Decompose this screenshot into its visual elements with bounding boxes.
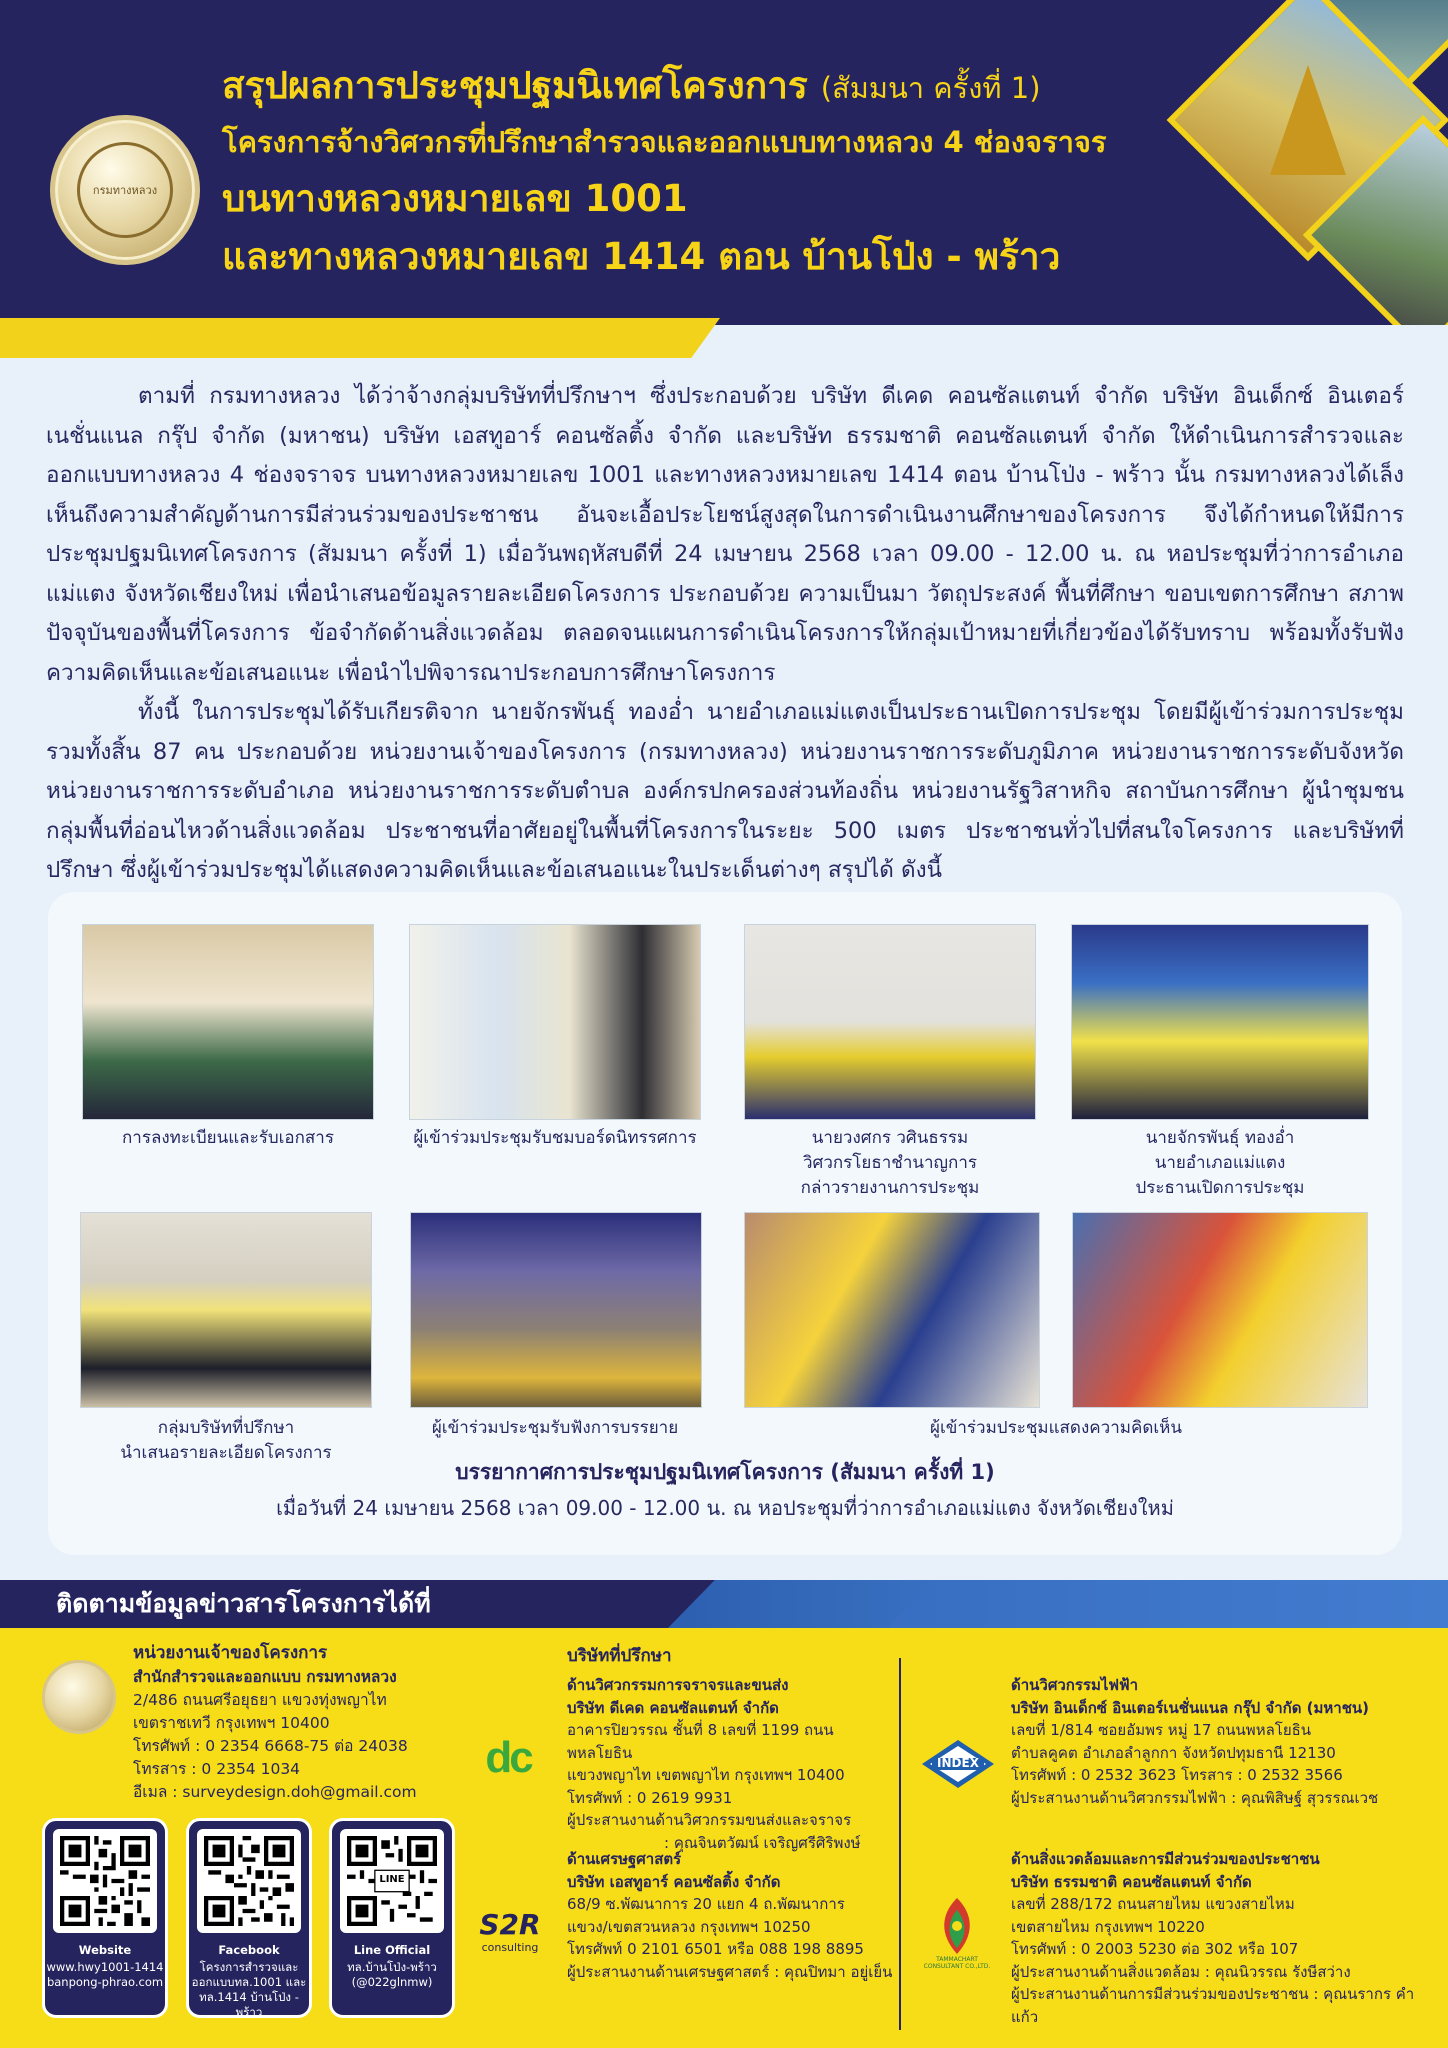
index-logo-text: INDEX (937, 1756, 979, 1770)
caption-report-title: วิศวกรโยธาชำนาญการ (802, 1153, 978, 1173)
electrical-coordinator: ผู้ประสานงานด้านวิศวกรรมไฟฟ้า : คุณพิสิษฐ์ สุวรรณเวช (1011, 1788, 1379, 1807)
line-account[interactable] (332, 1960, 452, 1990)
title-main: สรุปผลการประชุมปฐมนิเทศโครงการ (222, 64, 808, 107)
caption-audience: ผู้เข้าร่วมประชุมรับฟังการบรรยาย (431, 1418, 679, 1438)
caption-report-name: นายวงศกร วศินธรรม (811, 1128, 969, 1148)
report-speech-photo (744, 924, 1036, 1120)
economics-field: ด้านเศรษฐศาสตร์ (567, 1850, 682, 1868)
consultant-panel-photo (80, 1212, 372, 1408)
line-account-name: ทล.บ้านโป่ง-พร้าว (347, 1960, 437, 1974)
environment-address-1: เลขที่ 288/172 ถนนสายไหม แขวงสายไหม (1011, 1895, 1295, 1913)
summary-paragraph-1: ตามที่ กรมทางหลวง ได้ว่าจ้างกลุ่มบริษัทที่ปรึกษาฯ ซึ่งประกอบด้วย บริษัท ดีเคด คอนซัลแตนท์ จำกัด บริษัท อินเด็กซ์ อินเตอร์เนชั่นแนล กรุ๊ป จำกัด (มหาชน) บริษัท เอสทูอาร์ คอนซัลติ้ง จำกัด และบริษัท ธรรมชาติ คอนซัลแตนท์ จำกัด ให้ดำเนินการสำรวจและออกแบบทางหลวง 4 ช่องจราจร บนทางหลวงหมายเลข 1001 และทางหลวงหมายเลข 1414 ตอน บ้านโป่ง - พร้าว นั้น กรมทางหลวงได้เล็งเห็นถึงความสำคัญด้านการมีส่วนร่วมของประชาชน อันจะเอื้อประโยชน์สูงสุดในการดำเนินงานศึกษาของโครงการ จึงได้กำหนดให้มีการประชุมปฐมนิเทศโครงการ (สัมมนา ครั้งที่ 1) เมื่อวันพฤหัสบดีที่ 24 เมษายน 2568 เวลา 09.00 - 12.00 น. ณ หอประชุมที่ว่าการอำเภอแม่แตง จังหวัดเชียงใหม่ เพื่อนำเสนอข้อมูลรายละเอียดโครงการ ประกอบด้วย ความเป็นมา วัตถุประสงค์ พื้นที่ศึกษา ขอบเขตการศึกษา สภาพปัจจุบันของพื้นที่โครงการ ข้อจำกัดด้านสิ่งแวดล้อม ตลอดจนแผนการดำเนินโครงการให้กลุ่มเป้าหมายที่เกี่ยวข้องได้รับทราบ พร้อมทั้งรับฟังความคิดเห็นและข้อเสนอแนะ เพื่อนำไปพิจารณาประกอบการศึกษาโครงการ (46, 383, 1404, 686)
traffic-address-1: อาคารปิยวรรณ ชั้นที่ 8 เลขที่ 1199 ถนนพหลโยธิน (567, 1721, 834, 1762)
line-qr-code[interactable] (340, 1829, 444, 1933)
registration-photo (82, 924, 374, 1120)
environment-coordinator: ผู้ประสานงานด้านสิ่งแวดล้อม : คุณนิวรรณ รังษีสว่าง (1011, 1962, 1351, 1981)
economics-coordinator: ผู้ประสานงานด้านเศรษฐศาสตร์ : คุณปิทมา อยู่เย็น (567, 1962, 893, 1981)
index-logo (918, 1736, 998, 1792)
title-highway-1414: และทางหลวงหมายเลข 1414 ตอน บ้านโป่ง - พร้าว (222, 235, 1061, 278)
gallery-subtitle: เมื่อวันที่ 24 เมษายน 2568 เวลา 09.00 - 12.00 น. ณ หอประชุมที่ว่าการอำเภอแม่แตง จังหวัดเชียงใหม่ (276, 1496, 1174, 1520)
title-project: โครงการจ้างวิศวกรที่ปรึกษาสำรวจและออกแบบทางหลวง 4 ช่องจราจร (222, 125, 1107, 159)
s2r-logo-sub: consulting (481, 1941, 539, 1954)
economics-address-2: แขวง/เขตสวนหลวง กรุงเทพฯ 10250 (567, 1917, 811, 1936)
gallery-title: บรรยากาศการประชุมปฐมนิเทศโครงการ (สัมมนา ครั้งที่ 1) (455, 1460, 995, 1484)
traffic-coordinator-name: : คุณจินตวัฒน์ เจริญศรีศิริพงษ์ (664, 1833, 861, 1852)
caption-opening-title: นายอำเภอแม่แตง (1154, 1153, 1286, 1173)
s2r-logo (480, 1896, 540, 1966)
s2r-logo-text: S2R (479, 1908, 541, 1941)
title-block (222, 60, 1202, 286)
website-url[interactable] (45, 1960, 165, 1990)
line-account-id: (@022glnmw) (351, 1975, 433, 1989)
facebook-page-name[interactable] (189, 1960, 309, 2020)
economics-phone: โทรศัพท์ 0 2101 6501 หรือ 088 198 8895 (567, 1940, 864, 1958)
audience-photo (410, 1212, 702, 1408)
tammachart-logo-sub: TAMMACHART CONSULTANT CO.,LTD. (923, 1956, 991, 1970)
facebook-qr-code[interactable] (197, 1829, 301, 1933)
tammachart-logo (922, 1890, 992, 1976)
facebook-name-line-3: ทล.1414 บ้านโป่ง - พร้าว (199, 1990, 299, 2019)
caption-consultant-line2: นำเสนอรายละเอียดโครงการ (120, 1443, 332, 1463)
summary-paragraph-2: ทั้งนี้ ในการประชุมได้รับเกียรติจาก นายจักรพันธุ์ ทองอ่ำ นายอำเภอแม่แตงเป็นประธานเปิดการประชุม โดยมีผู้เข้าร่วมการประชุมรวมทั้งสิ้น 87 คน ประกอบด้วย หน่วยงานเจ้าของโครงการ (กรมทางหลวง) หน่วยงานราชการระดับภูมิภาค หน่วยงานราชการระดับจังหวัด หน่วยงานราชการระดับอำเภอ หน่วยงานราชการระดับตำบล องค์กรปกครองส่วนท้องถิ่น หน่วยงานรัฐวิสาหกิจ สถาบันการศึกษา ผู้นำชุมชน กลุ่มพื้นที่อ่อนไหวด้านสิ่งแวดล้อม ประชาชนที่อาศัยอยู่ในพื้นที่โครงการในระยะ 500 เมตร ประชาชนทั่วไปที่สนใจโครงการ และบริษัทที่ปรึกษา ซึ่งผู้เข้าร่วมประชุมได้แสดงความคิดเห็นและข้อเสนอแนะในประเด็นต่างๆ สรุปได้ ดังนี้ (46, 699, 1404, 883)
exhibition-board-photo (409, 924, 701, 1120)
doh-logo-small (42, 1660, 116, 1734)
consultant-environment (1011, 1848, 1441, 2028)
photo-gallery (48, 892, 1402, 1555)
summary-text (46, 377, 1404, 891)
traffic-phone: โทรศัพท์ : 0 2619 9931 (567, 1788, 733, 1807)
owner-heading: หน่วยงานเจ้าของโครงการ (133, 1643, 328, 1663)
header-accent-strip (0, 318, 720, 358)
decade-logo (468, 1728, 548, 1788)
footer-divider (899, 1658, 901, 2030)
qr-card-website[interactable] (42, 1818, 168, 2018)
electrical-phone-fax: โทรศัพท์ : 0 2532 3623 โทรสาร : 0 2532 3566 (1011, 1766, 1343, 1784)
economics-company: บริษัท เอสทูอาร์ คอนซัลติ้ง จำกัด (567, 1872, 781, 1891)
caption-exhibition: ผู้เข้าร่วมประชุมรับชมบอร์ดนิทรรศการ (413, 1128, 697, 1148)
qr-card-facebook[interactable] (186, 1818, 312, 2018)
caption-opening (1058, 1126, 1382, 1201)
participation-coordinator: ผู้ประสานงานด้านการมีส่วนร่วมของประชาชน : คุณนรากร คำแก้ว (1011, 1985, 1415, 2026)
line-qr-label: LINE (379, 1874, 405, 1885)
consultant-electrical (1011, 1674, 1431, 1809)
owner-email[interactable]: อีเมล : surveydesign.doh@gmail.com (133, 1783, 417, 1801)
caption-consultant-line1: กลุ่มบริษัทที่ปรึกษา (157, 1418, 295, 1438)
footer (0, 1628, 1448, 2048)
traffic-field: ด้านวิศวกรรมการจราจรและขนส่ง (567, 1676, 789, 1694)
website-qr-code[interactable] (53, 1829, 157, 1933)
caption-report-role: กล่าวรายงานการประชุม (800, 1178, 980, 1198)
caption-report (724, 1126, 1056, 1201)
environment-field: ด้านสิ่งแวดล้อมและการมีส่วนร่วมของประชาชน (1011, 1850, 1320, 1868)
website-url-line-2: banpong-phrao.com (46, 1975, 164, 1989)
line-label: Line Official (353, 1943, 431, 1957)
economics-address-1: 68/9 ซ.พัฒนาการ 20 แยก 4 ถ.พัฒนาการ (567, 1895, 845, 1913)
doh-logo (50, 115, 200, 265)
owner-fax: โทรสาร : 0 2354 1034 (133, 1760, 301, 1778)
consultant-economics (567, 1848, 897, 1983)
facebook-name-line-2: ออกแบบทล.1001 และ (191, 1975, 307, 1989)
title-note: (สัมมนา ครั้งที่ 1) (820, 71, 1041, 105)
qr-card-line[interactable] (329, 1818, 455, 2018)
discussion-photo-1 (744, 1212, 1040, 1408)
caption-discussion: ผู้เข้าร่วมประชุมแสดงความคิดเห็น (929, 1418, 1182, 1438)
traffic-company: บริษัท ดีเคด คอนซัลแตนท์ จำกัด (567, 1698, 779, 1717)
traffic-coordinator-role: ผู้ประสานงานด้านวิศวกรรมขนส่งและจราจร (567, 1811, 852, 1829)
footer-bar (0, 1580, 1448, 1628)
environment-address-2: เขตสายไหม กรุงเทพฯ 10220 (1011, 1917, 1205, 1936)
consultants-heading: บริษัทที่ปรึกษา (567, 1646, 672, 1666)
traffic-address-2: แขวงพญาไท เขตพญาไท กรุงเทพฯ 10400 (567, 1766, 845, 1784)
footer-bar-title: ติดตามข้อมูลข่าวสารโครงการได้ที่ (56, 1589, 431, 1618)
page-title (222, 60, 1202, 114)
caption-opening-role: ประธานเปิดการประชุม (1135, 1178, 1305, 1198)
electrical-address-2: ตำบลคูคต อำเภอลำลูกกา จังหวัดปทุมธานี 12130 (1011, 1743, 1336, 1762)
electrical-field: ด้านวิศวกรรมไฟฟ้า (1011, 1676, 1139, 1694)
electrical-address-1: เลขที่ 1/814 ซอยอัมพร หมู่ 17 ถนนพหลโยธิน (1011, 1721, 1312, 1739)
website-url-line-1: www.hwy1001-1414 (46, 1960, 164, 1974)
caption-opening-name: นายจักรพันธุ์ ทองอ่ำ (1145, 1128, 1295, 1148)
owner-address-1: 2/486 ถนนศรีอยุธยา แขวงทุ่งพญาไท (133, 1691, 387, 1709)
discussion-photo-2 (1072, 1212, 1368, 1408)
owner-address-2: เขตราชเทวี กรุงเทพฯ 10400 (133, 1714, 330, 1732)
doh-logo-text: กรมทางหลวง (77, 142, 173, 238)
decade-logo-text: dc (485, 1733, 531, 1782)
opening-speech-photo (1071, 924, 1369, 1120)
caption-registration: การลงทะเบียนและรับเอกสาร (121, 1128, 334, 1148)
website-label: Website (78, 1943, 132, 1957)
owner-phone: โทรศัพท์ : 0 2354 6668-75 ต่อ 24038 (133, 1737, 408, 1755)
title-highway-1001: บนทางหลวงหมายเลข 1001 (222, 177, 688, 220)
owner-name: สำนักสำรวจและออกแบบ กรมทางหลวง (133, 1668, 397, 1686)
environment-phone: โทรศัพท์ : 0 2003 5230 ต่อ 302 หรือ 107 (1011, 1940, 1299, 1958)
footer-bar-accent-2 (888, 1580, 1448, 1628)
header-banner (0, 0, 1448, 325)
environment-company: บริษัท ธรรมชาติ คอนซัลแตนท์ จำกัด (1011, 1872, 1252, 1891)
facebook-name-line-1: โครงการสำรวจและ (199, 1960, 299, 1974)
facebook-label: Facebook (218, 1943, 280, 1957)
project-owner-info (133, 1640, 473, 1804)
electrical-company: บริษัท อินเด็กซ์ อินเตอร์เนชั่นแนล กรุ๊ป จำกัด (มหาชน) (1011, 1698, 1370, 1717)
consultant-traffic (567, 1674, 897, 1854)
